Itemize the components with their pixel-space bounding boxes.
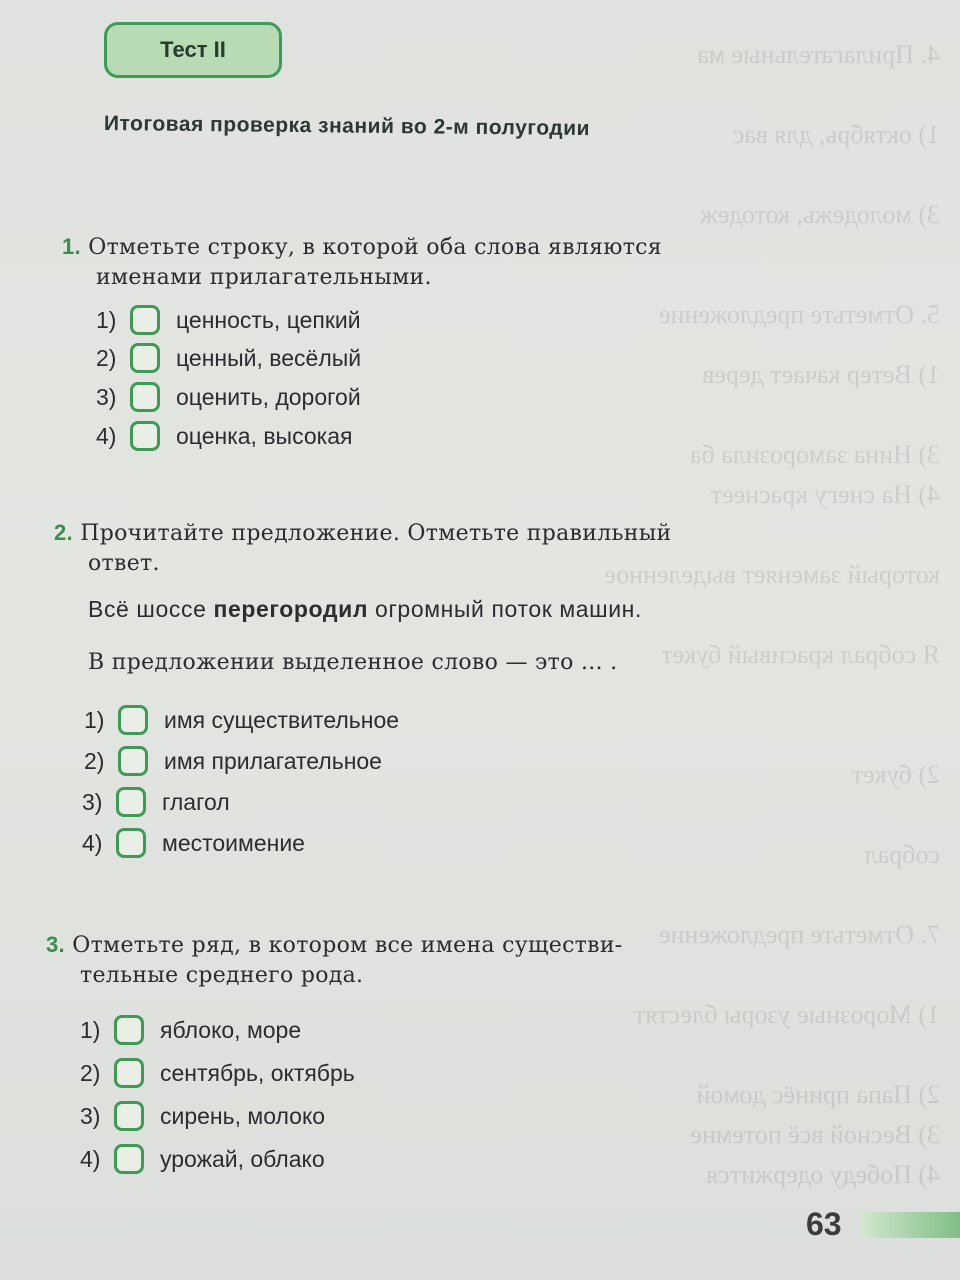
answer-checkbox[interactable] [118, 746, 148, 776]
option-number: 3) [80, 1102, 101, 1129]
question-3-number: 3. [46, 932, 65, 957]
question-1-line-1: Отметьте строку, в которой оба слова являются [88, 235, 662, 260]
option-text: сентябрь, октябрь [160, 1059, 355, 1086]
answer-checkbox[interactable] [114, 1144, 144, 1174]
question-1 [62, 232, 832, 293]
question-2 [54, 518, 844, 579]
question-2-text [54, 518, 844, 579]
question-1-number: 1. [62, 234, 81, 259]
question-1-option-4[interactable] [96, 418, 352, 454]
option-text: оценка, высокая [176, 422, 353, 449]
option-number: 3) [82, 788, 103, 815]
option-text: глагол [162, 788, 230, 815]
answer-checkbox[interactable] [114, 1015, 144, 1045]
question-3-line-1: Отметьте ряд, в котором все имена существи- [72, 933, 623, 958]
option-number: 2) [84, 747, 105, 774]
page-number-accent-bar [862, 1212, 960, 1238]
question-2-prompt: В предложении выделенное слово — это ... . [88, 650, 618, 675]
show-through-text: 4. Прилагательные ма 1) октябрь, для вас 3) молодежь, котодеж 5. Отметьте предложение 1) Ветер качает дерев 3) Нина заморозила ба 4) На снегу краснеет который заменяет выделенное Я собрал красивый букет 2) букет собрал 7. Отметьте предложение 1) Морозные узоры блестят 2) Папа принёс домой 3) Весной всё потемне 4) Победу одержится [604, 40, 940, 1189]
question-2-option-4[interactable] [82, 825, 305, 861]
answer-checkbox[interactable] [130, 421, 160, 451]
answer-checkbox[interactable] [130, 382, 160, 412]
answer-checkbox[interactable] [116, 787, 146, 817]
option-number: 4) [80, 1145, 101, 1172]
question-3 [46, 930, 846, 991]
question-2-option-2[interactable] [84, 743, 382, 779]
answer-checkbox[interactable] [114, 1058, 144, 1088]
test-badge-label: Тест II [160, 37, 226, 62]
option-text: сирень, молоко [160, 1102, 326, 1129]
option-number: 2) [96, 344, 117, 371]
option-text: ценный, весёлый [176, 344, 362, 371]
question-1-option-1[interactable] [96, 302, 361, 338]
option-text: имя существительное [164, 706, 400, 733]
question-2-option-3[interactable] [82, 784, 230, 820]
question-3-text [46, 930, 846, 991]
option-number: 1) [80, 1016, 101, 1043]
question-2-line-1: Прочитайте предложение. Отметьте правильный [80, 521, 672, 546]
sentence-highlighted-word: перегородил [213, 596, 369, 622]
option-number: 3) [96, 383, 117, 410]
question-3-option-3[interactable] [80, 1098, 325, 1134]
answer-checkbox[interactable] [116, 828, 146, 858]
page-number: 63 [806, 1206, 842, 1242]
answer-checkbox[interactable] [130, 343, 160, 373]
option-text: ценность, цепкий [176, 306, 361, 333]
question-3-option-4[interactable] [80, 1141, 325, 1177]
question-2-option-1[interactable] [84, 702, 399, 738]
answer-checkbox[interactable] [130, 305, 160, 335]
answer-checkbox[interactable] [118, 705, 148, 735]
question-1-line-2: именами прилагательными. [96, 265, 432, 290]
option-text: урожай, облако [160, 1145, 325, 1172]
question-3-option-2[interactable] [80, 1055, 355, 1091]
section-heading: Итоговая проверка знаний во 2-м полугодии [103, 112, 591, 141]
question-3-line-2: тельные среднего рода. [80, 963, 364, 988]
question-1-text [62, 232, 832, 293]
sentence-after: огромный поток машин. [368, 596, 642, 622]
question-2-line-2: ответ. [88, 551, 160, 576]
test-badge [104, 22, 282, 78]
option-number: 4) [96, 422, 117, 449]
option-text: яблоко, море [160, 1016, 302, 1043]
option-number: 2) [80, 1059, 101, 1086]
example-sentence [88, 596, 642, 623]
question-1-option-3[interactable] [96, 379, 361, 415]
question-2-number: 2. [54, 520, 73, 545]
option-number: 1) [84, 706, 105, 733]
sentence-before: Всё шоссе [88, 596, 214, 622]
option-number: 1) [96, 306, 117, 333]
option-number: 4) [82, 829, 103, 856]
question-3-option-1[interactable] [80, 1012, 301, 1048]
answer-checkbox[interactable] [114, 1101, 144, 1131]
option-text: имя прилагательное [164, 747, 382, 774]
question-1-option-2[interactable] [96, 340, 361, 376]
option-text: местоимение [162, 829, 305, 856]
option-text: оценить, дорогой [176, 383, 361, 410]
